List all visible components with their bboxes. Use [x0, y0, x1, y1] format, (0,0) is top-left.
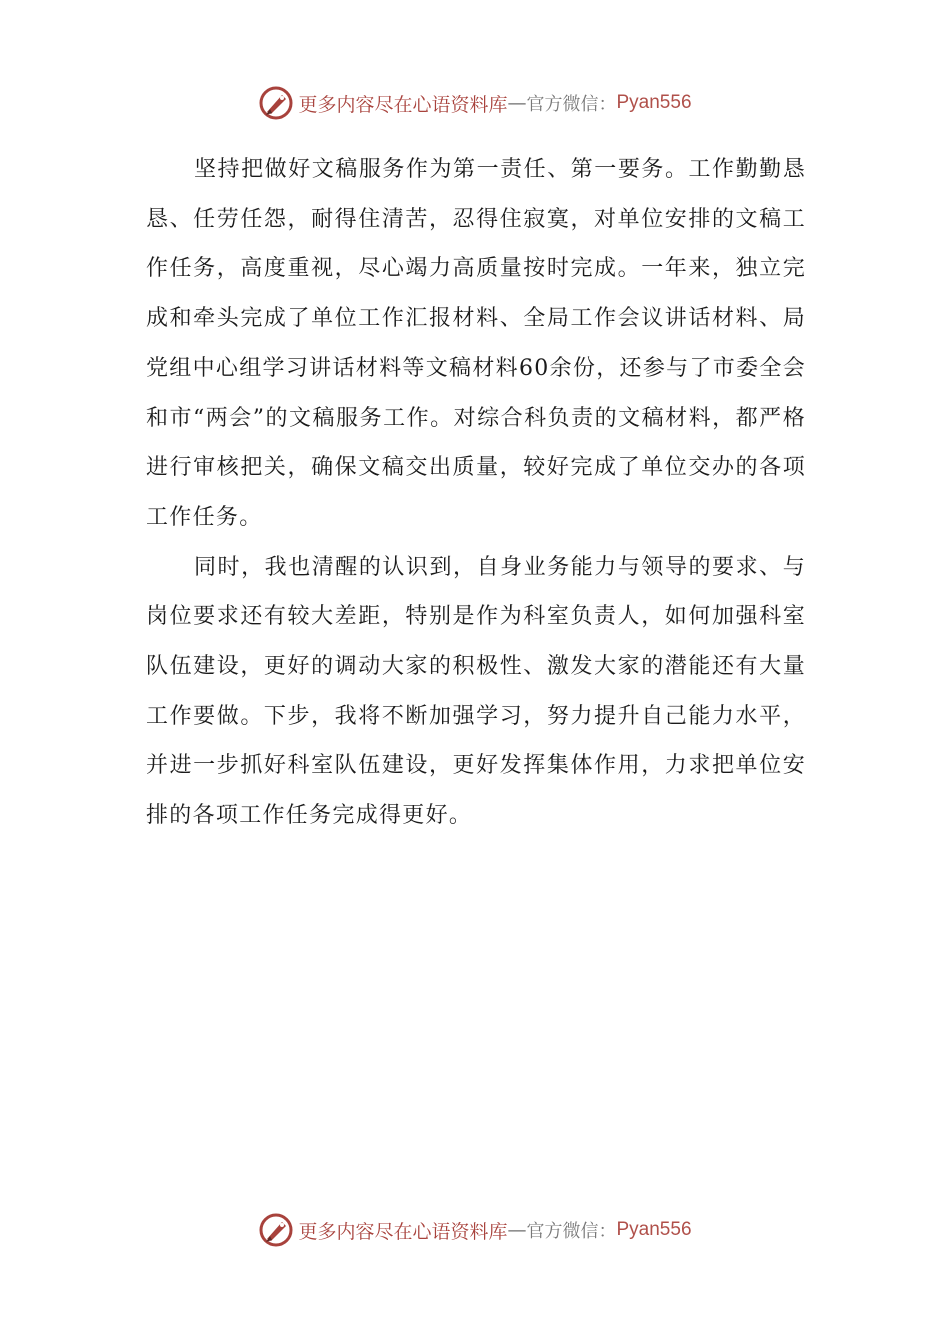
- footer-banner: [0, 1210, 950, 1250]
- banner-wechat-label: 官方微信：: [526, 94, 617, 115]
- header-banner: [0, 83, 950, 123]
- banner-label: 更多内容尽在心语资料库: [298, 1220, 508, 1243]
- banner-dash: —: [507, 1219, 527, 1241]
- banner-wechat-label: 官方微信：: [526, 1221, 617, 1242]
- banner-label: 更多内容尽在心语资料库: [298, 93, 508, 116]
- pen-nib-logo-icon: [258, 1212, 294, 1248]
- pen-nib-logo-icon: [258, 85, 294, 121]
- banner-wechat-id: Pyan556: [616, 1219, 692, 1240]
- paragraph-2: 同时，我也清醒的认识到，自身业务能力与领导的要求、与岗位要求还有较大差距，特别是作为科室负责人，如何加强科室队伍建设，更好的调动大家的积极性、激发大家的潜能还有大量工作要做。下步，我将不断加强学习，努力提升自己能力水平，并进一步抓好科室队伍建设，更好发挥集体作用，力求把单位安排的各项工作任务完成得更好。: [146, 554, 806, 829]
- banner-wechat-id: Pyan556: [616, 92, 692, 113]
- paragraph-1: 坚持把做好文稿服务作为第一责任、第一要务。工作勤勤恳恳、任劳任怨，耐得住清苦，忍得住寂寞，对单位安排的文稿工作任务，高度重视，尽心竭力高质量按时完成。一年来，独立完成和牵头完成了单位工作汇报材料、全局工作会议讲话材料、局党组中心组学习讲话材料等文稿材料60余份，还参与了市委全会和市“两会”的文稿服务工作。对综合科负责的文稿材料，都严格进行审核把关，确保文稿交出质量，较好完成了单位交办的各项工作任务。: [146, 157, 806, 530]
- document-body: [146, 145, 806, 841]
- banner-dash: —: [507, 92, 527, 114]
